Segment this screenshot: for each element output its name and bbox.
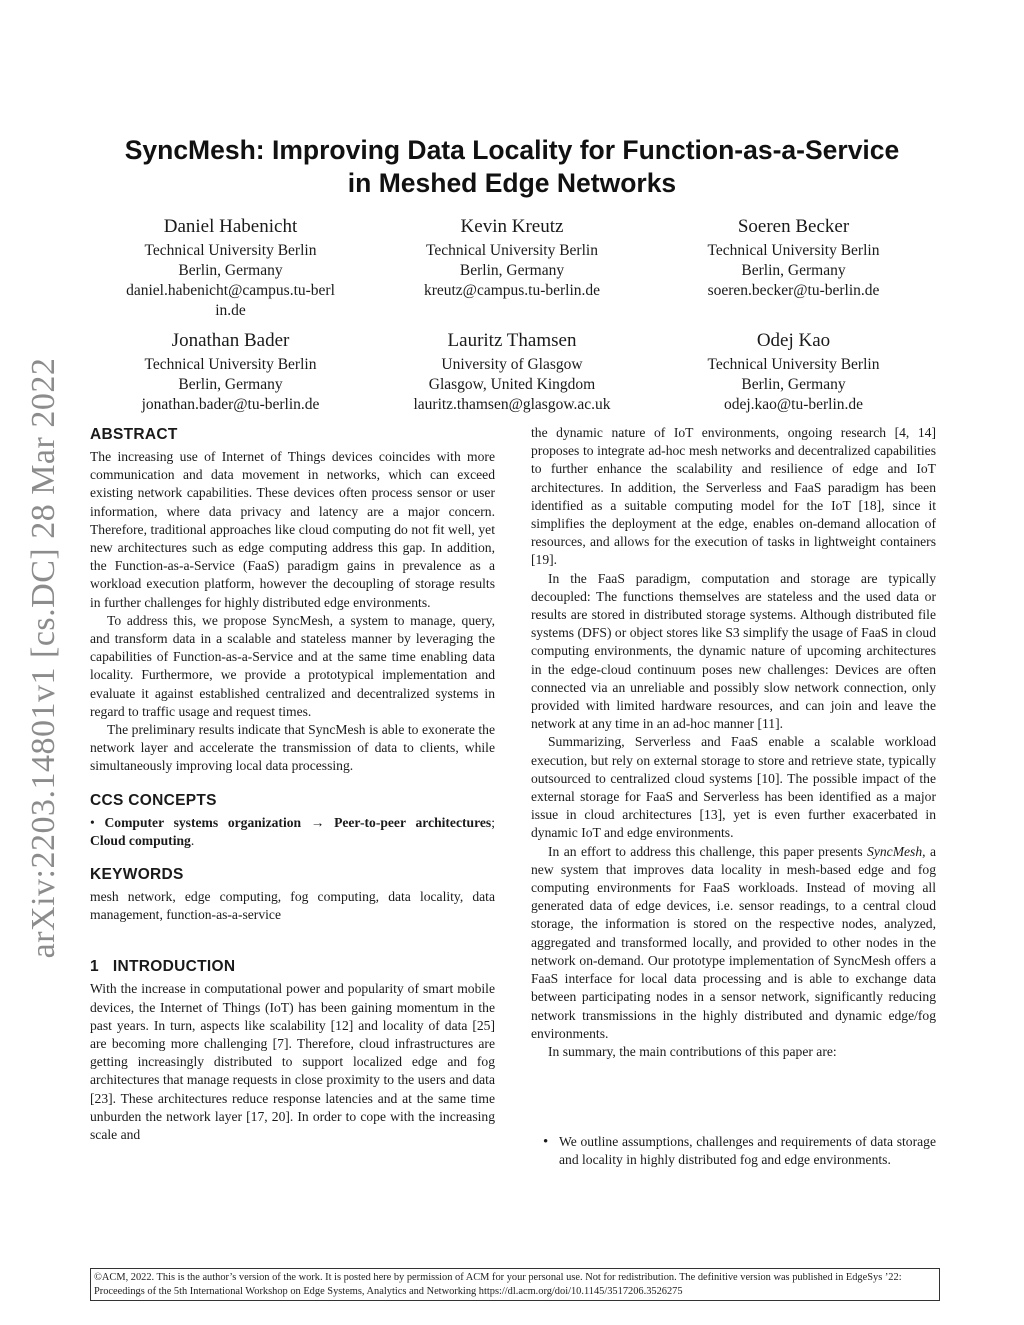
bullet-icon: •	[543, 1134, 549, 1150]
ccs-bullet: •	[90, 814, 95, 830]
author-location: Berlin, Germany	[741, 376, 846, 393]
arxiv-identifier-stamp	[18, 0, 70, 1325]
paper-title	[90, 134, 934, 200]
keywords-heading: KEYWORDS	[90, 866, 184, 884]
author-email[interactable]: lauritz.thamsen@glasgow.ac.uk	[413, 396, 611, 413]
introduction-heading	[90, 956, 495, 978]
author-location: Glasgow, United Kingdom	[428, 376, 596, 393]
author-affiliation: Technical University Berlin	[144, 356, 317, 373]
ccs-concept-2: Cloud computing	[90, 832, 191, 848]
section-title: INTRODUCTION	[112, 958, 236, 976]
ccs-heading: CCS CONCEPTS	[90, 791, 217, 809]
intro-paragraph: Summarizing, Serverless and FaaS enable a scalable workload execution, but rely on external storage to store and retrieve state, typically outsourced to centralized cloud systems [10]. The possible impact of the external storage for FaaS and Serverless has been identified as a major issue in cloud architectures [13], yet is even further exacerbated in dynamic IoT and edge environments.	[531, 734, 936, 841]
abstract-paragraph: To address this, we propose SyncMesh, a system to manage, query, and transform data in a scalable and stateless manner by leveraging the capabilities of Function-as-a-Service and at the same time enabling data locality. Furthermore, we provide a prototypical implementation and evaluate it against established centralized and decentralized systems in regard to traffic usage and request times.	[90, 612, 495, 719]
abstract-heading: ABSTRACT	[90, 426, 178, 443]
keywords-text: mesh network, edge computing, fog computing, data locality, data management, function-as-a-service	[90, 889, 495, 923]
right-column	[531, 424, 936, 1061]
author-block	[90, 328, 371, 415]
author-email[interactable]: soeren.becker@tu-berlin.de	[707, 282, 880, 299]
intro-paragraph: In the FaaS paradigm, computation and storage are typically decoupled: The functions themselves are stateless and the used data or results are stored in distributed storage systems. Although distributed file systems (DFS) or object stores like S3 simplify the usage of FaaS in cloud computing environments, the dynamic nature of upcoming architectures in the edge-cloud continuum poses new challenges: Devices are often connected via an unreliable and possibly slow network connection, only provided with limited hardware resources, and can join and leave the network at any time in an ad-hoc manner [11].	[531, 570, 936, 732]
author-affiliation: Technical University Berlin	[426, 242, 598, 259]
author-location: Berlin, Germany	[178, 376, 283, 393]
author-email[interactable]: odej.kao@tu-berlin.de	[723, 396, 864, 413]
author-row-2	[90, 328, 934, 415]
author-block	[372, 214, 653, 321]
author-row-1	[90, 214, 934, 321]
ccs-concept-1: Computer systems organization → Peer-to-peer architectures	[104, 814, 492, 830]
author-name: Odej Kao	[756, 330, 831, 351]
intro-paragraph: In summary, the main contributions of this paper are:	[548, 1043, 837, 1059]
intro-paragraph	[531, 843, 936, 1043]
intro-paragraph-continued: the dynamic nature of IoT environments, ongoing research [4, 14] proposes to integrate ad-hoc mesh networks and decentralized capabilities to further enhance the scalability and resilience of edge and IoT architectures. In addition, the Serverless and FaaS paradigm has been identified as a suitable computing model for the IoT [18], since it simplifies the deployment at the edge, enables on-demand allocation of resources, and allows for the execution of tasks in lightweight containers [19].	[531, 425, 936, 568]
ccs-end: .	[190, 832, 195, 848]
author-name: Lauritz Thamsen	[447, 330, 577, 351]
author-email[interactable]: jonathan.bader@tu-berlin.de	[141, 396, 320, 413]
contribution-list	[543, 1133, 936, 1169]
arxiv-id-text: arXiv:2203.14801v1 [cs.DC] 28 Mar 2022	[25, 357, 62, 959]
author-location: Berlin, Germany	[741, 262, 846, 279]
author-email[interactable]: daniel.habenicht@campus.tu-berlin.de	[126, 282, 335, 319]
author-name: Kevin Kreutz	[460, 216, 564, 237]
ccs-separator: ;	[491, 814, 495, 830]
author-location: Berlin, Germany	[459, 262, 565, 279]
author-block	[90, 214, 371, 321]
abstract-paragraph: The preliminary results indicate that SyncMesh is able to exonerate the network layer and accelerate the transmission of data to clients, while simultaneously improving local data processing.	[90, 722, 495, 774]
intro-paragraph: With the increase in computational power and popularity of smart mobile devices, the Internet of Things (IoT) has been gaining momentum in the past years. In turn, aspects like scalability [12] and locality of data [25] are becoming more challenging [7]. Therefore, cloud infrastructures are getting increasingly distributed to support localized edge and fog architectures that manage requests in close proximity to the users and data [23]. These architectures reduce response latencies and at the same time unburden the network layer [17, 20]. In order to cope with the increasing scale and	[90, 981, 495, 1143]
author-block	[653, 328, 934, 415]
abstract-paragraph: The increasing use of Internet of Things devices coincides with more communication and data movement in networks, which can exceed existing network capabilities. These devices often process sensor or user information, where data privacy and latency are a major concern. Therefore, traditional approaches like cloud computing do not fit well, yet new architectures such as edge computing address this gap. In addition, the Function-as-a-Service (FaaS) paradigm gains in prevalence as a workload execution platform, however the decoupling of storage results in further challenges for highly distributed edge environments.	[90, 449, 495, 610]
author-affiliation: Technical University Berlin	[707, 356, 880, 373]
author-block	[653, 214, 934, 321]
intro-p4-rest: , a new system that improves data locality in mesh-based edge and fog computing environments for FaaS workloads. Instead of moving all generated data of edge devices, i.e. sensor readings, to a central cloud storage, the information is stored on the respective nodes, analyzed, aggregated and transformed locally, and provided to other nodes in the network on-demand. Our prototype implementation of SyncMesh offers a FaaS interface for local data processing and is able to exchange data between participating nodes in a sensor network, significantly reducing network transmissions in the highly distributed and dynamic edge/fog environments.	[531, 843, 936, 1041]
copyright-footer: ©ACM, 2022. This is the author’s version of the work. It is posted here by permission of ACM for your personal use. Not for redistribution. The definitive version was published in EdgeSys ’22: Proceedings of the 5th International Workshop on Edge Systems, Analytics and Networking https://dl.acm.org/doi/10.1145/3517206.3526275	[90, 1268, 940, 1301]
author-name: Soeren Becker	[737, 216, 850, 237]
author-location: Berlin, Germany	[178, 262, 283, 279]
section-number: 1	[90, 958, 99, 976]
left-column	[90, 424, 495, 1144]
author-name: Jonathan Bader	[171, 330, 290, 351]
title-line-1: SyncMesh: Improving Data Locality for Function-as-a-Service	[124, 135, 900, 165]
intro-p4-start: In an effort to address this challenge, this paper presents	[548, 843, 868, 859]
ccs-concepts	[90, 814, 495, 850]
author-name: Daniel Habenicht	[163, 216, 298, 237]
author-affiliation: Technical University Berlin	[144, 242, 317, 259]
author-email[interactable]: kreutz@campus.tu-berlin.de	[423, 282, 601, 299]
system-name: SyncMesh	[867, 843, 923, 859]
author-affiliation: University of Glasgow	[441, 356, 583, 373]
contribution-item: We outline assumptions, challenges and requirements of data storage and locality in highly distributed fog and edge environments.	[559, 1134, 936, 1168]
author-affiliation: Technical University Berlin	[707, 242, 880, 259]
author-block	[372, 328, 653, 415]
title-line-2: in Meshed Edge Networks	[347, 168, 677, 198]
